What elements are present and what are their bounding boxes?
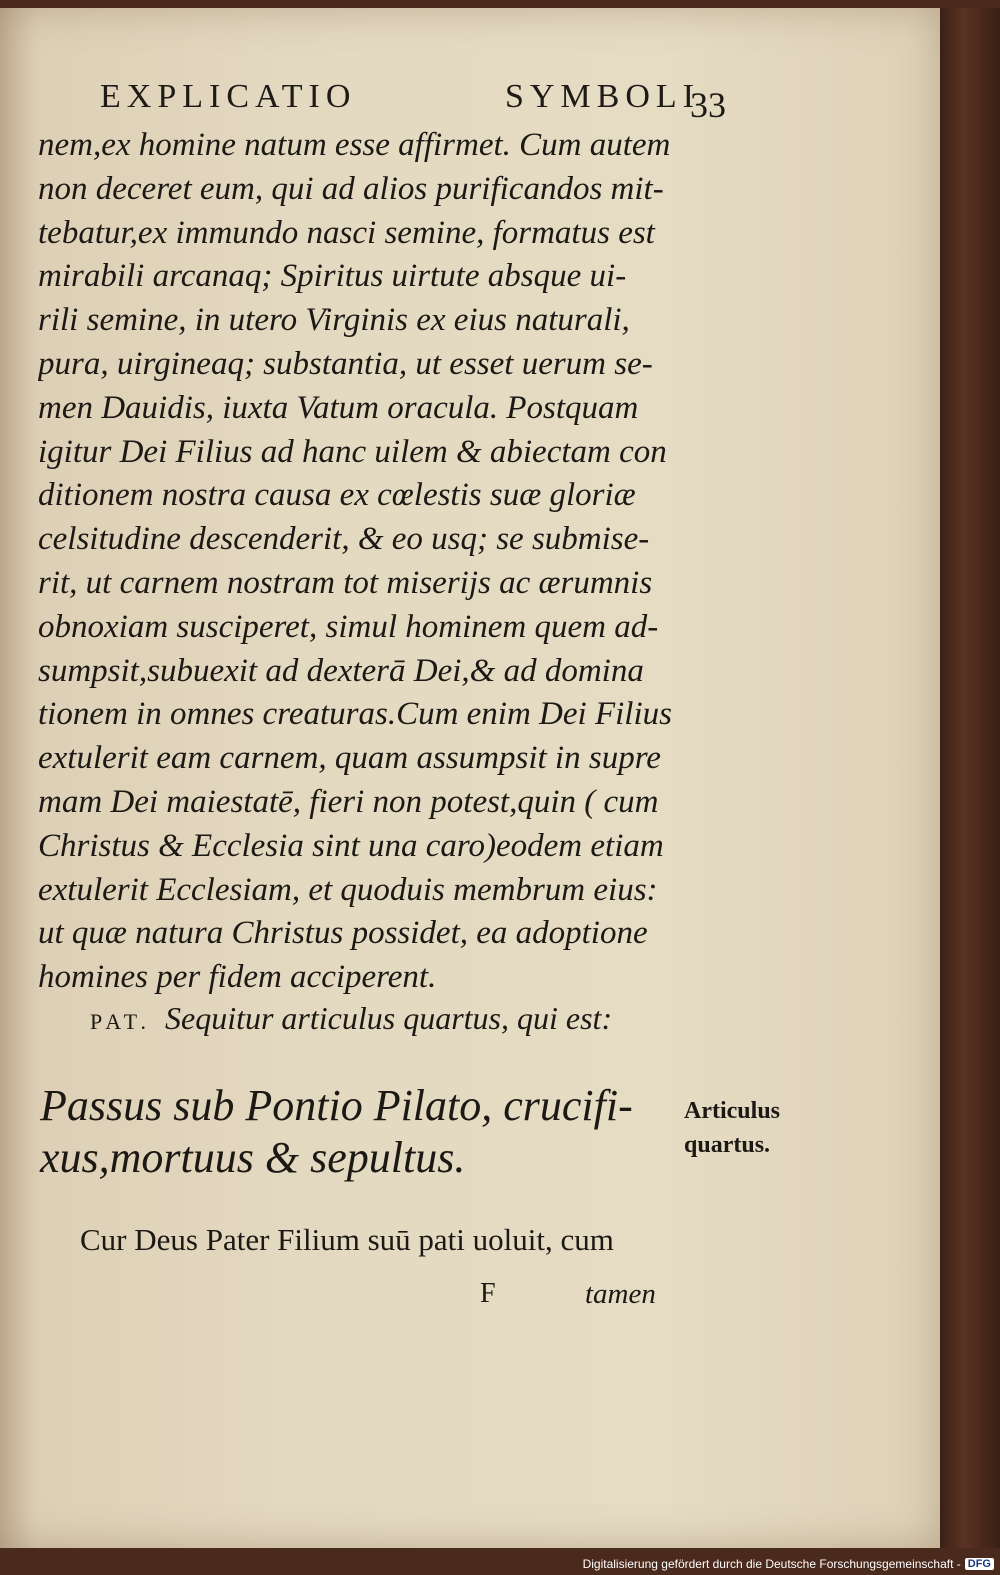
text-line: tebatur,ex immundo nasci semine, formatus est [38,214,655,251]
text-line: Christus & Ecclesia sint una caro)eodem etiam [38,827,664,864]
header-title-left: EXPLICATIO [100,78,357,115]
text-line: rili semine, in utero Virginis ex eius naturali, [38,302,630,339]
heading-line: xus,mortuus & sepultus. [40,1133,466,1182]
text-line: men Dauidis, iuxta Vatum oracula. Postquam [38,389,639,426]
page-number: 33 [690,85,726,125]
margin-note [684,1094,834,1162]
dfg-logo-icon: DFG [965,1558,994,1570]
header-title-right: SYMBOLI [504,78,700,115]
text-line: extulerit eam carnem, quam assumpsit in supre [38,740,661,777]
book-edge [940,8,1000,1548]
margin-note-line: quartus. [684,1132,771,1158]
text-line: igitur Dei Filius ad hanc uilem & abiectam con [38,433,667,470]
text-line: mam Dei maiestatē, fieri non potest,quin ( cum [38,783,659,820]
speaker-text: Sequitur articulus quartus, qui est: [164,1000,613,1036]
catchword: tamen [585,1278,656,1310]
text-line: extulerit Ecclesiam, et quoduis membrum eius: [38,871,658,908]
text-line: ditionem nostra causa ex cœlestis suæ gloriæ [38,477,636,514]
footer-text: Digitalisierung gefördert durch die Deutsche Forschungsgemeinschaft - [582,1557,961,1571]
speaker-label: PAT. [90,1009,151,1034]
text-line: celsitudine descenderit, & eo usq; se submise- [38,521,650,558]
heading-line: Passus sub Pontio Pilato, crucifi- [40,1081,633,1130]
text-line: obnoxiam susciperet, simul hominem quem ad- [38,608,659,645]
text-line: sumpsit,subuexit ad dexterā Dei,& ad domina [38,652,644,689]
text-line: ut quæ natura Christus possidet, ea adoptione [38,915,648,952]
speaker-line [90,1000,690,1037]
text-line: mirabili arcanaq; Spiritus uirtute absque ui- [38,258,627,295]
body-paragraph [38,124,688,1000]
question-line: Cur Deus Pater Filium suū pati uoluit, cum [80,1222,614,1257]
text-line: non deceret eum, qui ad alios purificandos mit- [38,170,664,207]
running-header [100,78,700,116]
text-line: rit, ut carnem nostram tot miserijs ac ærumnis [38,564,653,601]
article-heading [40,1080,680,1184]
text-line: nem,ex homine natum esse affirmet. Cum autem [38,127,671,163]
text-line: tionem in omnes creaturas.Cum enim Dei Filius [38,696,672,733]
text-line: pura, uirgineaq; substantia, ut esset uerum se- [38,345,653,382]
margin-note-line: Articulus [684,1098,780,1124]
signature-mark: F [480,1278,496,1309]
text-line: homines per fidem acciperent. [38,959,437,996]
digitization-footer [583,1557,994,1571]
